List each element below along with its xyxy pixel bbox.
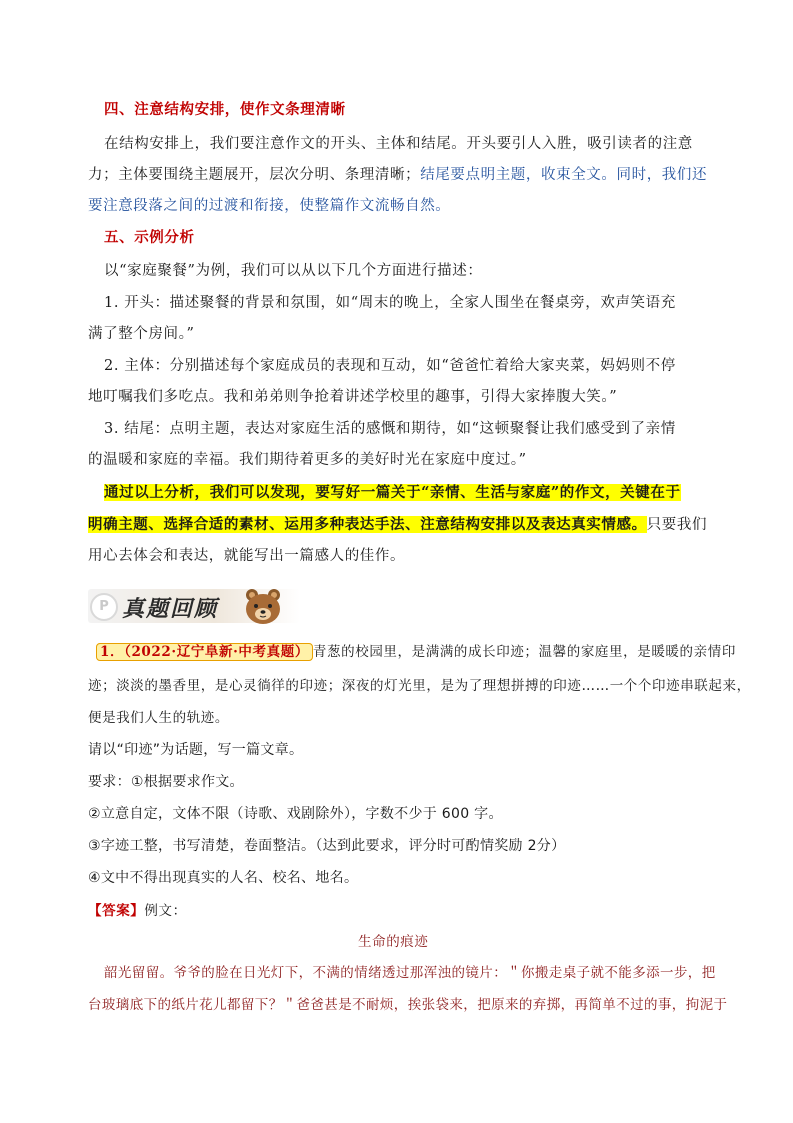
- example-item1-line2: 满了整个房间。”: [88, 326, 195, 342]
- summary-line1: [104, 483, 681, 503]
- section5-intro: 以“家庭聚餐”为例，我们可以从以下几个方面进行描述：: [104, 263, 483, 279]
- answer-label-tail: 例文：: [144, 903, 187, 919]
- summary-line2: [88, 515, 707, 535]
- summary-highlight-2: 明确主题、选择合适的素材、运用多种表达手法、注意结构安排以及表达真实情感。: [88, 516, 647, 533]
- question-line3: 便是我们人生的轨迹。: [88, 710, 229, 726]
- summary-line3: 用心去体会和表达，就能写出一篇感人的佳作。: [88, 548, 406, 564]
- requirement-3: ③字迹工整，书写清楚，卷面整洁。（达到此要求，评分时可酌情奖励 2分）: [88, 838, 566, 854]
- answer-label: 【答案】: [88, 903, 145, 919]
- section4-para-line2: [88, 165, 707, 185]
- question-line1: [96, 642, 736, 662]
- banner-title: 真题回顾: [122, 597, 219, 622]
- essay-title: 生命的痕迹: [358, 934, 429, 950]
- question-line2: 迹；淡淡的墨香里，是心灵徜徉的印迹；深夜的灯光里，是为了理想拼搏的印迹……一个个印迹串联起来，: [88, 678, 751, 694]
- section4-para-line2-a: 力；主体要围绕主题展开，层次分明、条理清晰；: [88, 167, 421, 183]
- requirement-1: 要求：①根据要求作文。: [88, 774, 244, 790]
- question-line1-tail: 青葱的校园里，是满满的成长印迹；温馨的家庭里，是暖暖的亲情印: [312, 644, 736, 660]
- section4-para-line1: 在结构安排上，我们要注意作文的开头、主体和结尾。开头要引人入胜，吸引读者的注意: [104, 136, 693, 152]
- question-source-tag: 1．（2022·辽宁阜新·中考真题）: [96, 643, 313, 661]
- answer-label-line: [88, 901, 187, 921]
- example-item2-line1: 2. 主体：分别描述每个家庭成员的表现和互动，如“爸爸忙着给大家夹菜，妈妈则不停: [104, 358, 676, 374]
- question-prompt: 请以“印迹”为话题，写一篇文章。: [88, 742, 304, 758]
- example-item1-line1: 1. 开头：描述聚餐的背景和氛围，如“周末的晚上，全家人围坐在餐桌旁，欢声笑语充: [104, 295, 676, 311]
- essay-line2: 台玻璃底下的纸片花儿都留下？＂爸爸甚是不耐烦，挨张袋来，把原来的弃掷，再简单不过的事，拘泥于: [88, 997, 728, 1013]
- summary-highlight-1: 通过以上分析，我们可以发现，要写好一篇关于“亲情、生活与家庭”的作文，关键在于: [104, 484, 681, 501]
- example-item2-line2: 地叮嘱我们多吃点。我和弟弟则争抢着讲述学校里的趣事，引得大家捧腹大笑。”: [88, 389, 618, 405]
- banner-logo-icon: P: [90, 593, 118, 621]
- requirement-2: ②立意自定，文体不限（诗歌、戏剧除外），字数不少于 600 字。: [88, 806, 503, 822]
- section4-para-line3: 要注意段落之间的过渡和衔接，使整篇作文流畅自然。: [88, 198, 451, 214]
- section4-heading: 四、注意结构安排，使作文条理清晰: [104, 101, 346, 118]
- section5-heading: 五、示例分析: [104, 229, 195, 246]
- section4-para-line2-b: 结尾要点明主题，收束全文。同时，我们还: [420, 167, 708, 183]
- example-item3-line1: 3. 结尾：点明主题，表达对家庭生活的感慨和期待，如“这顿聚餐让我们感受到了亲情: [104, 421, 676, 437]
- bear-icon: [238, 583, 288, 627]
- summary-line2-tail: 只要我们: [646, 517, 708, 533]
- requirement-4: ④文中不得出现真实的人名、校名、地名。: [88, 870, 359, 886]
- essay-line1: 韶光留留。爷爷的脸在日光灯下，不满的情绪透过那浑浊的镜片：＂你搬走桌子就不能多添一步，把: [104, 965, 716, 981]
- section-banner: [88, 583, 300, 627]
- example-item3-line2: 的温暖和家庭的幸福。我们期待着更多的美好时光在家庭中度过。”: [88, 452, 527, 468]
